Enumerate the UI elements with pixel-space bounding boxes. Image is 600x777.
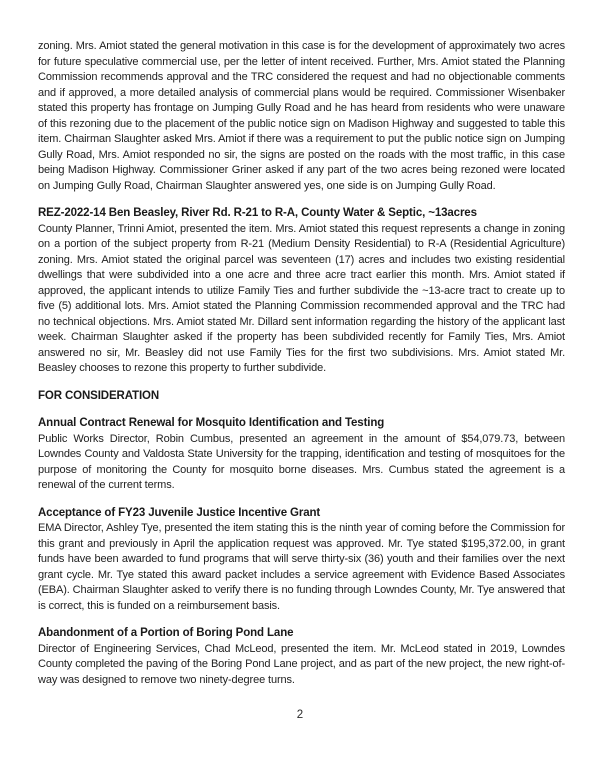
rez-item-heading: REZ-2022-14 Ben Beasley, River Rd. R-21 to R-A, County Water & Septic, ~13acres <box>38 207 477 219</box>
section-rez-2022-14 <box>38 206 565 377</box>
boring-pond-heading: Abandonment of a Portion of Boring Pond Lane <box>38 627 294 639</box>
paragraph-rezoning-continuation: zoning. Mrs. Amiot stated the general motivation in this case is for the development of approximately two acres for future speculative commercial use, per the letter of intent received. Further, Mrs. Amiot stated the Planning Commission recommends approval and the TRC considered the request and had no objectionable comments and if approved, a more detailed analysis of commercial plans would be required. Commissioner Wisenbaker stated this property has frontage on Jumping Gully Road and he has heard from residents who were unaware of this rezoning due to the placement of the public notice sign on Madison Highway and suggested to table this item. Chairman Slaughter asked Mrs. Amiot if there was a requirement to put the public notice sign on Jumping Gully Road, Mrs. Amiot responded no sir, the signs are posted on the roads with the most traffic, in this case being Madison Highway. Commissioner Griner asked if any part of the two acres being rezoned were located on Jumping Gully Road, Chairman Slaughter answered yes, one side is on Jumping Gully Road. <box>38 40 565 192</box>
section-juvenile-grant <box>38 506 565 615</box>
section-mosquito-contract <box>38 416 565 494</box>
juvenile-grant-heading: Acceptance of FY23 Juvenile Justice Incentive Grant <box>38 506 321 519</box>
juvenile-grant-paragraph: EMA Director, Ashley Tye, presented the item stating this is the ninth year of coming before the Commission for this grant and previously in April the application request was approved. Mr. Tye stated $195,372.00, in grant funds have been awarded to fund programs that will serve thirty-six (36) youth and their families over the next grant cycle. Mr. Tye stated this award packet includes a service agreement with Evidence Based Associates (EBA). Chairman Slaughter asked to verify there is no funding through Lowndes County, Mr. Tye answered that is correct, this is funded on a reimbursement basis. <box>38 522 565 612</box>
section-boring-pond-lane <box>38 626 565 688</box>
for-consideration-heading: FOR CONSIDERATION <box>38 389 160 402</box>
mosquito-item-heading: Annual Contract Renewal for Mosquito Identification and Testing <box>38 417 385 429</box>
boring-pond-paragraph: Director of Engineering Services, Chad McLeod, presented the item. Mr. McLeod stated in 2019, Lowndes County completed the paving of the Boring Pond Lane project, and as part of the new project, the new right-of-way was designed to remove two ninety-degree turns. <box>38 642 565 686</box>
mosquito-item-paragraph: Public Works Director, Robin Cumbus, presented an agreement in the amount of $54,079.73, between Lowndes County and Valdosta State University for the trapping, identification and testing of mosquitoes for the purpose of monitoring the County for mosquito borne diseases. Mrs. Cumbus stated the agreement is a renewal of the current terms. <box>38 432 565 491</box>
page-number: 2 <box>296 709 304 721</box>
rez-item-paragraph: County Planner, Trinni Amiot, presented the item. Mrs. Amiot stated this request represents a change in zoning on a portion of the subject property from R-21 (Medium Density Residential) to R-A (Residential Agriculture) zoning. Mrs. Amiot stated the original parcel was seventeen (17) acres and includes two existing residential dwellings that were subdivided into a one acre and three acre tract earlier this month. Mrs. Amiot stated if approved, the applicant intends to utilize Family Ties and further subdivide the ~13-acre tract to create up to five (5) additional lots. Mrs. Amiot stated the Planning Commission recommended approval and the TRC had no technical objections. Mrs. Amiot stated Mr. Dillard sent information regarding the history of the applicant last week. Chairman Slaughter asked if the property has been subdivided recently for Family Ties, Mrs. Amiot answered no sir, Mr. Beasley did not use Family Ties for the first two subdivisions. Mrs. Amiot stated Mr. Beasley chooses to rezone this property to further subdivide. <box>38 222 565 374</box>
